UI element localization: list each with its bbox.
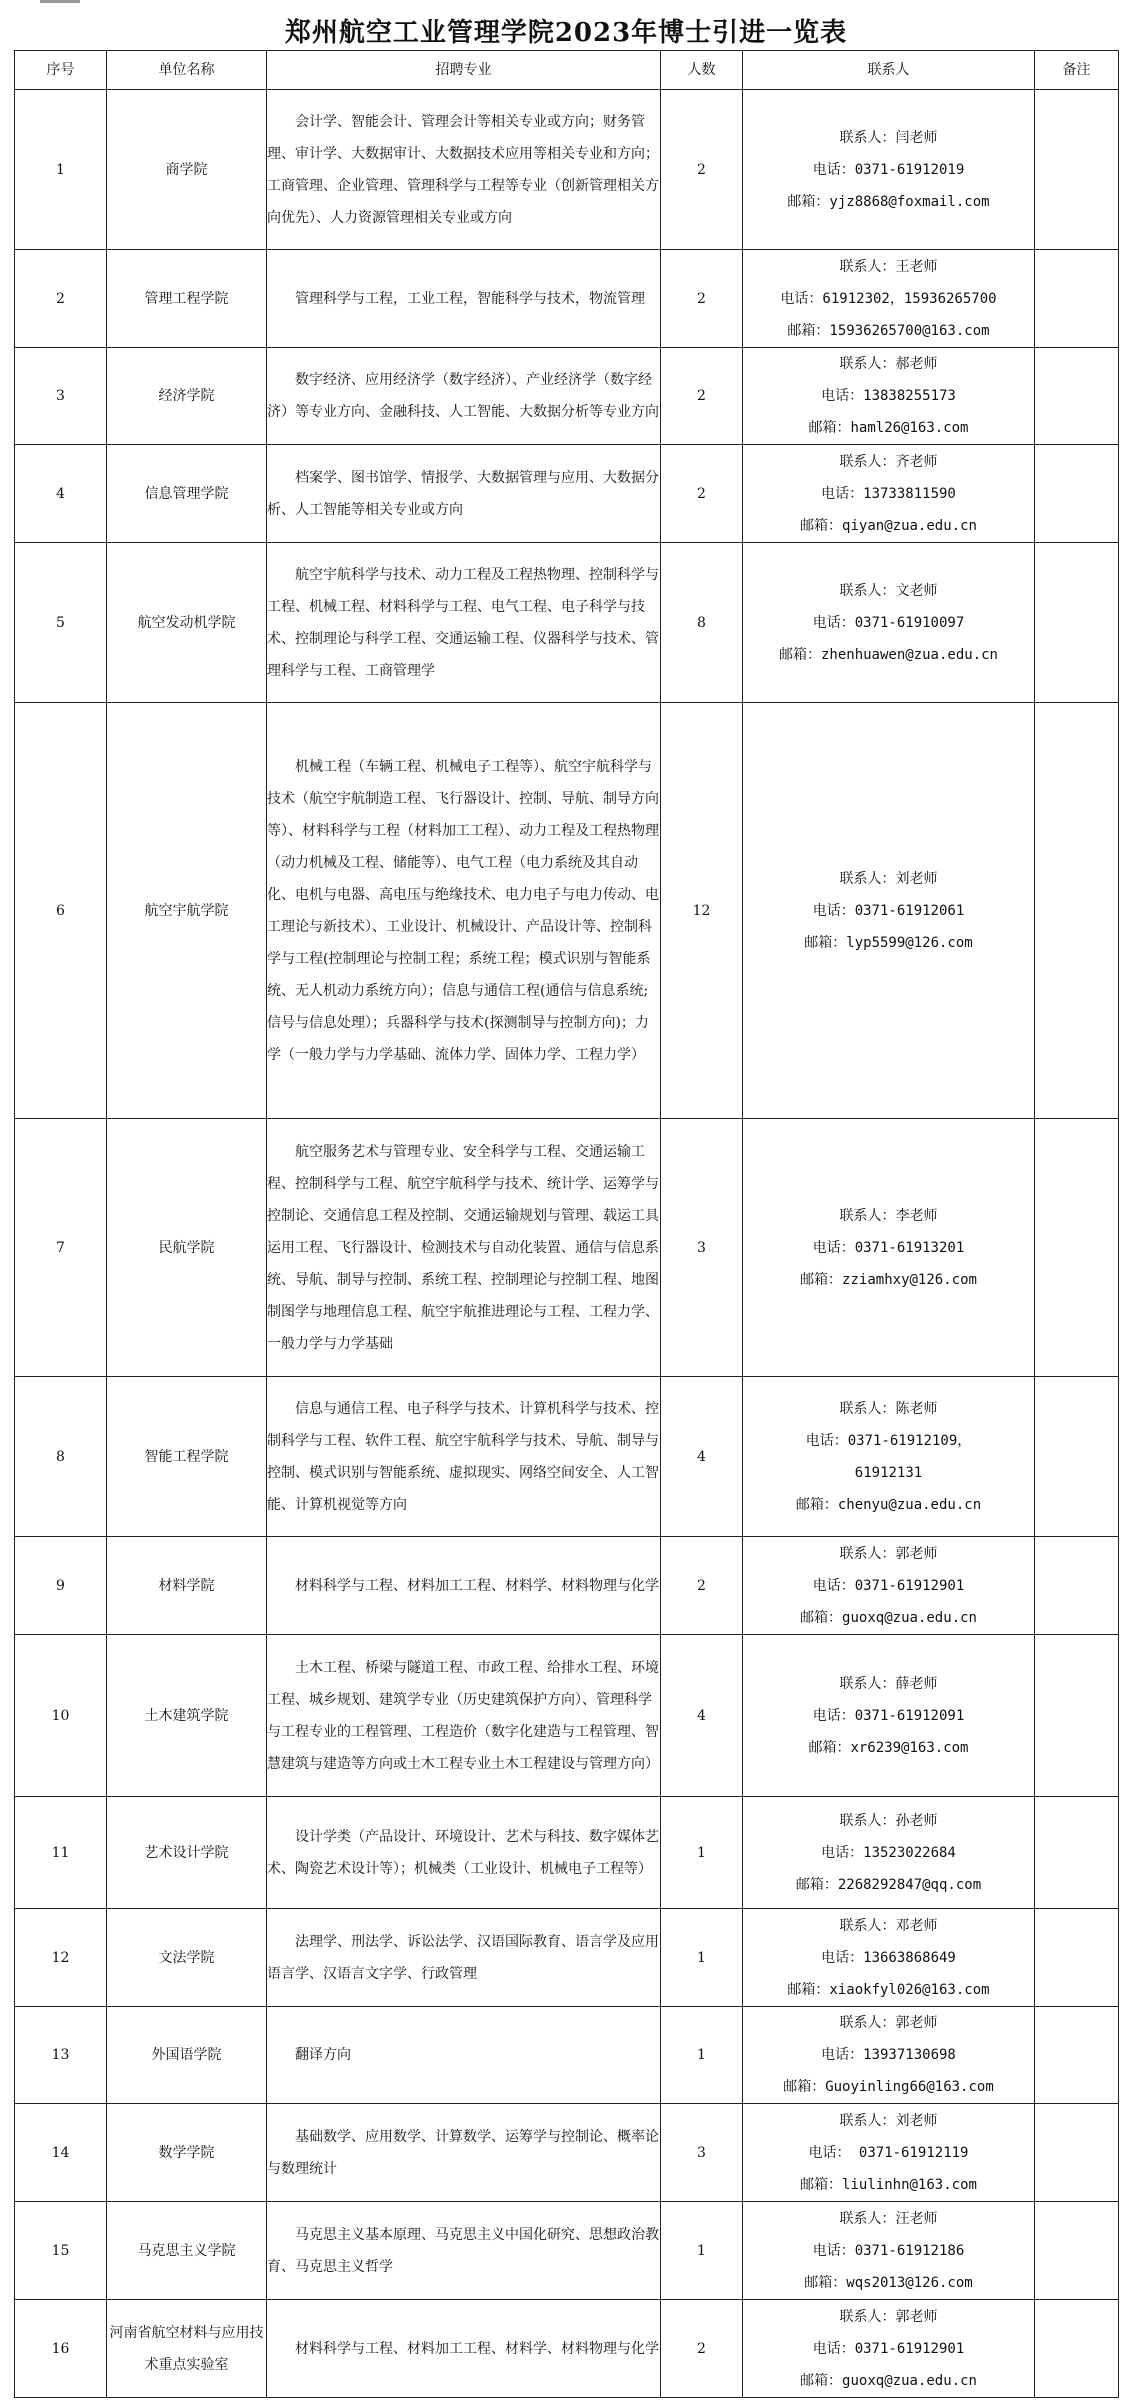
row-index: 9 — [15, 1537, 107, 1635]
row-specialty: 管理科学与工程，工业工程，智能科学与技术，物流管理 — [267, 250, 661, 348]
contact-phone: 电话：0371-61910097 — [812, 614, 965, 631]
row-note — [1035, 445, 1119, 543]
row-specialty: 材料科学与工程、材料加工工程、材料学、材料物理与化学 — [267, 1537, 661, 1635]
row-specialty: 档案学、图书馆学、情报学、大数据管理与应用、大数据分析、人工智能等相关专业或方向 — [267, 445, 661, 543]
row-count: 12 — [661, 703, 743, 1119]
table-row — [15, 348, 1119, 445]
row-contact — [743, 1909, 1035, 2007]
row-count: 1 — [661, 2007, 743, 2104]
contact-phone: 电话：0371-61912091 — [812, 1707, 965, 1724]
row-index: 15 — [15, 2202, 107, 2300]
page-title: 郑州航空工业管理学院2023年博士引进一览表 — [284, 18, 848, 48]
contact-email: 邮箱：Guoyinling66@163.com — [783, 2079, 994, 2095]
contact-email: 邮箱：xr6239@163.com — [808, 1739, 969, 1756]
contact-email: 邮箱：qiyan@zua.edu.cn — [800, 517, 977, 534]
contact-email: 邮箱：zziamhxy@126.com — [800, 1271, 977, 1288]
table-row — [15, 1537, 1119, 1635]
contact-person: 联系人：刘老师 — [839, 870, 938, 887]
contact-email: 邮箱：2268292847@qq.com — [795, 1876, 982, 1893]
contact-phone: 电话：13937130698 — [821, 2047, 956, 2063]
row-index: 7 — [15, 1119, 107, 1377]
row-count: 2 — [661, 1537, 743, 1635]
table-row — [15, 2007, 1119, 2104]
row-count: 1 — [661, 1797, 743, 1909]
contact-phone: 电话：13838255173 — [821, 388, 956, 404]
recruitment-table — [14, 50, 1119, 2398]
contact-person: 联系人：陈老师 — [839, 1400, 938, 1417]
row-specialty: 马克思主义基本原理、马克思主义中国化研究、思想政治教育、马克思主义哲学 — [267, 2202, 661, 2300]
row-count: 8 — [661, 543, 743, 703]
row-unit: 材料学院 — [107, 1537, 267, 1635]
row-contact — [743, 250, 1035, 348]
contact-email: 邮箱：yjz8868@foxmail.com — [787, 193, 990, 210]
contact-email: 邮箱：guoxq@zua.edu.cn — [800, 2372, 977, 2389]
row-unit: 艺术设计学院 — [107, 1797, 267, 1909]
row-note — [1035, 1377, 1119, 1537]
row-index: 10 — [15, 1635, 107, 1797]
row-index: 8 — [15, 1377, 107, 1537]
row-contact — [743, 1119, 1035, 1377]
row-unit: 航空发动机学院 — [107, 543, 267, 703]
table-row — [15, 2300, 1119, 2398]
row-count: 1 — [661, 2202, 743, 2300]
table-row — [15, 1797, 1119, 1909]
row-unit: 外国语学院 — [107, 2007, 267, 2104]
row-unit: 管理工程学院 — [107, 250, 267, 348]
row-unit: 土木建筑学院 — [107, 1635, 267, 1797]
header-specialty: 招聘专业 — [267, 51, 661, 90]
row-note — [1035, 90, 1119, 250]
row-index: 16 — [15, 2300, 107, 2398]
contact-phone: 电话：0371-61912061 — [812, 902, 965, 919]
table-row — [15, 703, 1119, 1119]
contact-person: 联系人：郝老师 — [839, 356, 938, 372]
row-index: 6 — [15, 703, 107, 1119]
contact-person: 联系人：汪老师 — [839, 2210, 938, 2227]
row-contact — [743, 703, 1035, 1119]
contact-phone: 电话：13663868649 — [821, 1949, 956, 1966]
row-contact — [743, 348, 1035, 445]
contact-phone: 电话：0371-61912109， — [805, 1432, 972, 1449]
header-contact: 联系人 — [743, 51, 1035, 90]
contact-phone: 电话：13523022684 — [821, 1844, 956, 1861]
row-note — [1035, 1119, 1119, 1377]
row-unit: 河南省航空材料与应用技术重点实验室 — [107, 2300, 267, 2398]
row-index: 14 — [15, 2104, 107, 2202]
table-row — [15, 2202, 1119, 2300]
header-count: 人数 — [661, 51, 743, 90]
row-specialty: 设计学类（产品设计、环境设计、艺术与科技、数字媒体艺术、陶瓷艺术设计等）；机械类（工业设计、机械电子工程等） — [267, 1797, 661, 1909]
contact-email: 邮箱：zhenhuawen@zua.edu.cn — [778, 646, 998, 663]
contact-email: 邮箱：lyp5599@126.com — [804, 934, 973, 951]
row-specialty: 航空服务艺术与管理专业、安全科学与工程、交通运输工程、控制科学与工程、航空宇航科学与技术、统计学、运筹学与控制论、交通信息工程及控制、交通运输规划与管理、载运工具运用工程、飞行器设计、检测技术与自动化装置、通信与信息系统、导航、制导与控制、系统工程、控制理论与控制工程、地图制图学与地理信息工程、航空宇航推进理论与工程、工程力学、一般力学与力学基础 — [267, 1119, 661, 1377]
row-note — [1035, 1797, 1119, 1909]
contact-phone-extra: 61912131 — [854, 1464, 923, 1481]
table-row — [15, 1119, 1119, 1377]
table-row — [15, 1635, 1119, 1797]
row-contact — [743, 445, 1035, 543]
contact-email: 邮箱：chenyu@zua.edu.cn — [795, 1496, 982, 1513]
contact-phone: 电话：0371-61912901 — [812, 2340, 965, 2357]
row-unit: 信息管理学院 — [107, 445, 267, 543]
contact-person: 联系人：王老师 — [839, 258, 938, 275]
contact-person: 联系人：邓老师 — [839, 1917, 938, 1934]
row-unit: 商学院 — [107, 90, 267, 250]
row-index: 4 — [15, 445, 107, 543]
contact-person: 联系人：刘老师 — [839, 2112, 938, 2129]
table-row — [15, 1909, 1119, 2007]
row-note — [1035, 2104, 1119, 2202]
row-unit: 马克思主义学院 — [107, 2202, 267, 2300]
row-specialty: 材料科学与工程、材料加工工程、材料学、材料物理与化学 — [267, 2300, 661, 2398]
contact-person: 联系人：郭老师 — [839, 1545, 938, 1562]
contact-person: 联系人：薛老师 — [839, 1675, 938, 1692]
row-specialty: 翻译方向 — [267, 2007, 661, 2104]
contact-phone: 电话：0371-61912186 — [812, 2242, 965, 2259]
row-contact — [743, 2300, 1035, 2398]
row-index: 5 — [15, 543, 107, 703]
contact-phone: 电话：0371-61913201 — [812, 1239, 965, 1256]
contact-phone: 电话：0371-61912019 — [812, 161, 965, 178]
contact-email: 邮箱：wqs2013@126.com — [804, 2274, 973, 2291]
row-index: 2 — [15, 250, 107, 348]
row-index: 11 — [15, 1797, 107, 1909]
row-count: 2 — [661, 445, 743, 543]
row-specialty: 航空宇航科学与技术、动力工程及工程热物理、控制科学与工程、机械工程、材料科学与工程、电气工程、电子科学与技术、控制理论与科学工程、交通运输工程、仪器科学与技术、管理科学与工程、工商管理学 — [267, 543, 661, 703]
row-count: 2 — [661, 250, 743, 348]
row-index: 1 — [15, 90, 107, 250]
row-index: 12 — [15, 1909, 107, 2007]
row-unit: 经济学院 — [107, 348, 267, 445]
row-contact — [743, 1797, 1035, 1909]
row-note — [1035, 2007, 1119, 2104]
top-edge-mark — [40, 0, 80, 3]
contact-person: 联系人：李老师 — [839, 1207, 938, 1224]
row-specialty: 基础数学、应用数学、计算数学、运筹学与控制论、概率论与数理统计 — [267, 2104, 661, 2202]
row-note — [1035, 543, 1119, 703]
row-note — [1035, 250, 1119, 348]
row-note — [1035, 703, 1119, 1119]
row-specialty: 机械工程（车辆工程、机械电子工程等）、航空宇航科学与技术（航空宇航制造工程、飞行器设计、控制、导航、制导方向等）、材料科学与工程（材料加工工程）、动力工程及工程热物理（动力机械及工程、储能等）、电气工程（电力系统及其自动化、电机与电器、高电压与绝缘技术、电力电子与电力传动、电工理论与新技术）、工业设计、机械设计、产品设计等、控制科学与工程(控制理论与控制工程；系统工程；模式识别与智能系统、无人机动力系统方向）；信息与通信工程(通信与信息系统;信号与信息处理）；兵器科学与技术(探测制导与控制方向)；力学（一般力学与力学基础、流体力学、固体力学、工程力学） — [267, 703, 661, 1119]
row-unit: 智能工程学院 — [107, 1377, 267, 1537]
row-index: 13 — [15, 2007, 107, 2104]
contact-phone: 电话： 0371-61912119 — [808, 2144, 969, 2161]
table-row — [15, 90, 1119, 250]
row-count: 2 — [661, 90, 743, 250]
row-contact — [743, 1537, 1035, 1635]
row-count: 2 — [661, 2300, 743, 2398]
row-count: 2 — [661, 348, 743, 445]
contact-person: 联系人：齐老师 — [839, 453, 938, 470]
header-index: 序号 — [15, 51, 107, 90]
row-contact — [743, 2007, 1035, 2104]
row-specialty: 数字经济、应用经济学（数字经济）、产业经济学（数字经济）等专业方向、金融科技、人工智能、大数据分析等专业方向 — [267, 348, 661, 445]
row-unit: 文法学院 — [107, 1909, 267, 2007]
header-row — [15, 51, 1119, 90]
contact-email: 邮箱：xiaokfyl026@163.com — [787, 1981, 990, 1998]
row-contact — [743, 1635, 1035, 1797]
contact-person: 联系人：孙老师 — [839, 1812, 938, 1829]
contact-email: 邮箱：guoxq@zua.edu.cn — [800, 1609, 977, 1626]
contact-person: 联系人：闫老师 — [839, 129, 938, 146]
header-note: 备注 — [1035, 51, 1119, 90]
contact-email: 邮箱：liulinhn@163.com — [800, 2176, 977, 2193]
contact-email: 邮箱：haml26@163.com — [808, 420, 969, 436]
row-note — [1035, 2300, 1119, 2398]
contact-person: 联系人：郭老师 — [839, 2015, 938, 2031]
row-unit: 民航学院 — [107, 1119, 267, 1377]
row-contact — [743, 543, 1035, 703]
row-note — [1035, 348, 1119, 445]
row-note — [1035, 1635, 1119, 1797]
row-specialty: 会计学、智能会计、管理会计等相关专业或方向；财务管理、审计学、大数据审计、大数据技术应用等相关专业和方向；工商管理、企业管理、管理科学与工程等专业（创新管理相关方向优先）、人力资源管理相关专业或方向 — [267, 90, 661, 250]
row-contact — [743, 2104, 1035, 2202]
table-row — [15, 445, 1119, 543]
table-row — [15, 543, 1119, 703]
row-count: 3 — [661, 2104, 743, 2202]
row-count: 4 — [661, 1635, 743, 1797]
contact-person: 联系人：郭老师 — [839, 2308, 938, 2325]
row-contact — [743, 1377, 1035, 1537]
row-unit: 航空宇航学院 — [107, 703, 267, 1119]
table-row — [15, 250, 1119, 348]
row-specialty: 土木工程、桥梁与隧道工程、市政工程、给排水工程、环境工程、城乡规划、建筑学专业（历史建筑保护方向）、管理科学与工程专业的工程管理、工程造价（数字化建造与工程管理、智慧建筑与建造等方向或土木工程专业土木工程建设与管理方向） — [267, 1635, 661, 1797]
contact-phone: 电话：13733811590 — [821, 485, 956, 502]
row-note — [1035, 2202, 1119, 2300]
row-specialty: 信息与通信工程、电子科学与技术、计算机科学与技术、控制科学与工程、软件工程、航空宇航科学与技术、导航、制导与控制、模式识别与智能系统、虚拟现实、网络空间安全、人工智能、计算机视觉等方向 — [267, 1377, 661, 1537]
row-note — [1035, 1537, 1119, 1635]
row-count: 3 — [661, 1119, 743, 1377]
row-unit: 数学学院 — [107, 2104, 267, 2202]
contact-email: 邮箱：15936265700@163.com — [787, 322, 990, 339]
contact-person: 联系人：文老师 — [839, 582, 938, 599]
row-contact — [743, 2202, 1035, 2300]
row-count: 4 — [661, 1377, 743, 1537]
row-note — [1035, 1909, 1119, 2007]
row-contact — [743, 90, 1035, 250]
row-index: 3 — [15, 348, 107, 445]
row-specialty: 法理学、刑法学、诉讼法学、汉语国际教育、语言学及应用语言学、汉语言文字学、行政管理 — [267, 1909, 661, 2007]
contact-phone: 电话：0371-61912901 — [812, 1577, 965, 1594]
row-count: 1 — [661, 1909, 743, 2007]
header-unit: 单位名称 — [107, 51, 267, 90]
table-row — [15, 1377, 1119, 1537]
contact-phone: 电话：61912302，15936265700 — [780, 290, 997, 307]
table-row — [15, 2104, 1119, 2202]
